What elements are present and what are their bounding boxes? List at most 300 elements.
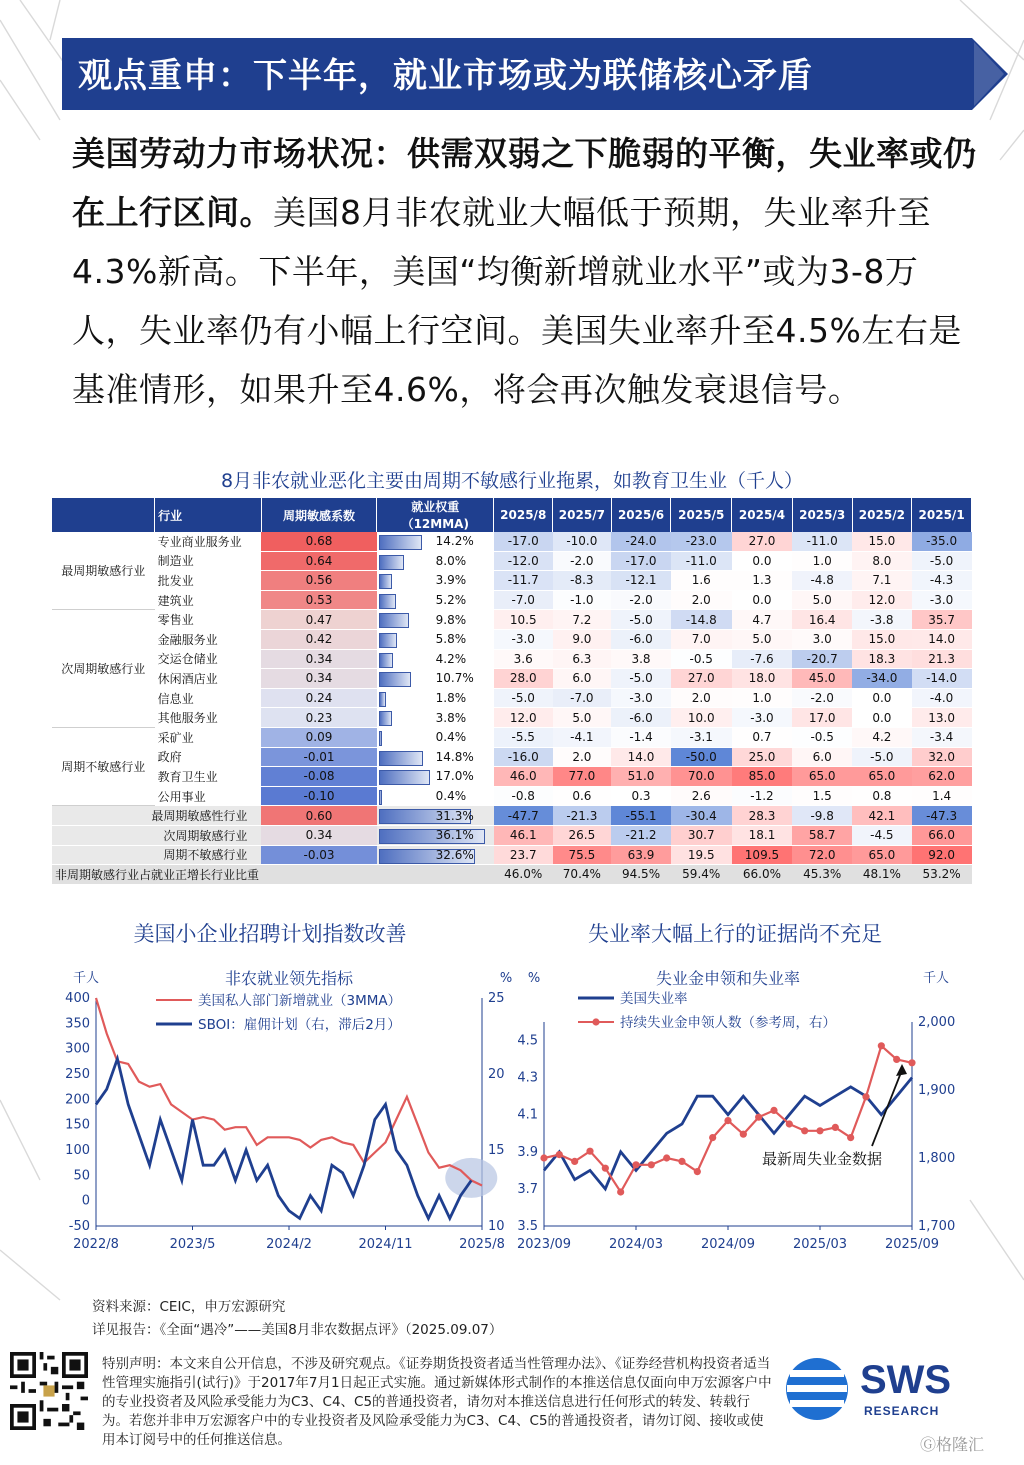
report-reference: 详见报告：《全面“遇冷”——美国8月非农数据点评》（2025.09.07）: [92, 1322, 503, 1338]
value-cell: -0.5: [671, 649, 732, 669]
y2-tick-label: 2,000: [918, 1015, 956, 1030]
series-point: [540, 1154, 547, 1161]
footer-row: [52, 865, 972, 885]
value-cell: -21.2: [611, 825, 671, 845]
coef-cell: 0.68: [261, 532, 376, 551]
x-tick-label: 2025/03: [792, 1237, 848, 1252]
industry-name: 非周期敏感行业占就业正增长行业比重: [52, 865, 261, 885]
industry-name: 零售业: [155, 610, 262, 630]
x-tick-label: 2022/8: [73, 1237, 119, 1252]
y-tick-label: 3.5: [517, 1219, 538, 1234]
weight-value: 0.4%: [435, 789, 467, 804]
value-cell: 51.0: [611, 767, 671, 787]
qr-code[interactable]: [10, 1352, 88, 1430]
table-row: [52, 590, 972, 610]
value-cell: -11.0: [671, 551, 732, 571]
series-point: [648, 1161, 655, 1168]
value-cell: 109.5: [732, 845, 793, 865]
value-cell: 85.0: [732, 767, 793, 787]
value-cell: -47.3: [912, 806, 972, 826]
sws-logo-text: SWS: [860, 1358, 952, 1402]
value-cell: 27.0: [732, 532, 793, 551]
table-row: [52, 551, 972, 571]
table-row: [52, 532, 972, 551]
value-cell: 70.4%: [553, 865, 612, 885]
value-cell: -5.5: [494, 727, 553, 747]
value-cell: 5.0: [732, 629, 793, 649]
value-cell: 0.6: [553, 786, 612, 806]
weight-cell: [377, 747, 494, 767]
value-cell: -21.3: [553, 806, 612, 826]
value-cell: 21.3: [912, 649, 972, 669]
value-cell: -3.1: [671, 727, 732, 747]
annotation-arrowhead: [896, 1064, 907, 1076]
coef-cell: 0.64: [261, 551, 376, 571]
value-cell: -1.2: [732, 786, 793, 806]
value-cell: 4.2: [852, 727, 912, 747]
sws-logo: [782, 1356, 992, 1422]
summary-body: 美国8月非农就业大幅低于预期，失业率升至4.3%新高。下半年，美国“均衡新增就业水平”或为3-8万人，失业率仍有小幅上行空间。美国失业率升至4.5%左右是基准情形，如果升至4.6%，将会再次触发衰退信号。: [72, 193, 962, 409]
watermark-text: 格隆汇: [936, 1435, 985, 1454]
value-cell: 1.4: [912, 786, 972, 806]
left-unit: 千人: [72, 971, 100, 986]
industry-name: 批发业: [155, 571, 262, 591]
value-cell: -7.6: [732, 649, 793, 669]
legend-marker: [592, 1018, 599, 1025]
summary-bold-lead: 美国劳动力市场状况：供需双弱之下脆弱的平衡，失业率或仍在上行区间。: [72, 134, 977, 232]
value-cell: 0.8: [852, 786, 912, 806]
value-cell: 15.0: [852, 629, 912, 649]
value-cell: 66.0: [912, 825, 972, 845]
value-cell: -0.5: [792, 727, 852, 747]
value-cell: 2.6: [671, 786, 732, 806]
value-cell: 63.9: [611, 845, 671, 865]
left-unit: %: [527, 971, 541, 986]
value-cell: 46.0%: [494, 865, 553, 885]
value-cell: 59.4%: [671, 865, 732, 885]
x-tick-label: 2023/09: [516, 1237, 572, 1252]
chart-hiring-plans: [50, 960, 520, 1260]
value-cell: 3.6: [494, 649, 553, 669]
series-point: [724, 1117, 731, 1124]
weight-value: 3.9%: [435, 573, 467, 588]
value-cell: -4.5: [852, 825, 912, 845]
industry-name: 周期不敏感行业: [52, 845, 261, 865]
series-point: [602, 1165, 609, 1172]
value-cell: -5.0: [912, 551, 972, 571]
coef-cell: 0.56: [261, 571, 376, 591]
series-point: [586, 1148, 593, 1155]
chart-subtitle: 失业金申领和失业率: [655, 969, 801, 988]
weight-cell: [377, 610, 494, 630]
value-cell: 23.7: [494, 845, 553, 865]
value-cell: 0.0: [732, 551, 793, 571]
chart-unemployment: [500, 960, 970, 1260]
coef-cell: 0.09: [261, 727, 376, 747]
value-cell: 77.0: [553, 767, 612, 787]
coef-cell: 0.47: [261, 610, 376, 630]
weight-cell: [377, 708, 494, 728]
value-cell: 16.4: [792, 610, 852, 630]
source-note: [92, 1296, 502, 1342]
value-cell: -3.0: [912, 590, 972, 610]
page-title: 观点重申：下半年，就业市场或为联储核心矛盾: [78, 56, 813, 96]
x-tick-label: 2024/11: [358, 1237, 413, 1252]
table-row: [52, 786, 972, 806]
value-cell: 10.5: [494, 610, 553, 630]
value-cell: 46.0: [494, 767, 553, 787]
value-cell: 1.5: [792, 786, 852, 806]
series-line-0: [544, 1078, 912, 1189]
value-cell: 35.7: [912, 610, 972, 630]
value-cell: 6.0: [553, 669, 612, 689]
weight-value: 10.7%: [435, 671, 474, 686]
sws-logo-subtext: RESEARCH: [864, 1404, 940, 1418]
industry-name: 采矿业: [155, 727, 262, 747]
header-month: 2025/8: [494, 498, 553, 532]
y-tick-label: -50: [68, 1219, 90, 1234]
weight-cell: [377, 688, 494, 708]
series-point: [617, 1188, 624, 1195]
coef-cell: 0.34: [261, 825, 376, 845]
industry-name: 公用事业: [155, 786, 262, 806]
right-unit: %: [499, 971, 513, 986]
series-point: [632, 1161, 639, 1168]
coef-cell: 0.53: [261, 590, 376, 610]
weight-cell: [377, 786, 494, 806]
value-cell: 94.5%: [611, 865, 671, 885]
value-cell: -47.7: [494, 806, 553, 826]
value-cell: 25.0: [732, 747, 793, 767]
value-cell: 2.0: [671, 688, 732, 708]
y2-tick-label: 25: [488, 991, 505, 1006]
weight-cell: [377, 669, 494, 689]
legend-label: 美国失业率: [620, 991, 688, 1007]
table-row: [52, 747, 972, 767]
value-cell: 0.0: [852, 708, 912, 728]
watermark-icon: Ⓖ: [920, 1435, 937, 1454]
header-month: 2025/3: [792, 498, 852, 532]
legend-label: 美国私人部门新增就业（3MMA）: [198, 993, 402, 1009]
coef-cell: -0.01: [261, 747, 376, 767]
series-point: [786, 1120, 793, 1127]
weight-cell: [377, 825, 494, 845]
value-cell: 3.8: [611, 649, 671, 669]
y-tick-label: 3.9: [517, 1144, 538, 1160]
y2-tick-label: 1,900: [918, 1083, 956, 1098]
table-row: [52, 727, 972, 747]
header-month: 2025/2: [852, 498, 912, 532]
weight-cell: [377, 727, 494, 747]
coef-cell: 0.24: [261, 688, 376, 708]
series-point: [847, 1134, 854, 1141]
value-cell: -34.0: [852, 669, 912, 689]
summary-row: [52, 845, 972, 865]
value-cell: -7.0: [553, 688, 612, 708]
y-tick-label: 50: [73, 1168, 90, 1184]
value-cell: 17.0: [792, 708, 852, 728]
header-blank: [52, 498, 155, 532]
value-cell: 53.2%: [912, 865, 972, 885]
value-cell: -3.4: [912, 727, 972, 747]
value-cell: -10.0: [553, 532, 612, 551]
value-cell: 0.0: [852, 688, 912, 708]
value-cell: 45.0: [792, 669, 852, 689]
table-header-row: [52, 498, 972, 532]
summary-paragraph: [72, 124, 982, 419]
watermark: [920, 1432, 984, 1455]
series-point: [832, 1124, 839, 1131]
coef-cell: 0.60: [261, 806, 376, 826]
weight-cell: [377, 845, 494, 865]
weight-cell: [377, 590, 494, 610]
value-cell: 0.3: [611, 786, 671, 806]
value-cell: -3.0: [494, 629, 553, 649]
value-cell: 7.1: [852, 571, 912, 591]
series-point: [740, 1131, 747, 1138]
value-cell: -2.0: [553, 551, 612, 571]
source-line: 资料来源：CEIC，申万宏源研究: [92, 1299, 286, 1315]
value-cell: -6.0: [611, 708, 671, 728]
value-cell: 2.0: [553, 747, 612, 767]
table-row: [52, 669, 972, 689]
value-cell: -4.8: [792, 571, 852, 591]
value-cell: -4.1: [553, 727, 612, 747]
industry-name: 交运仓储业: [155, 649, 262, 669]
table-row: [52, 708, 972, 728]
value-cell: 30.7: [671, 825, 732, 845]
industry-table: [52, 498, 972, 885]
header-industry: 行业: [155, 498, 262, 532]
value-cell: 65.0: [852, 767, 912, 787]
weight-cell: [377, 629, 494, 649]
weight-cell: [377, 806, 494, 826]
value-cell: 32.0: [912, 747, 972, 767]
weight-value: 14.8%: [435, 749, 474, 764]
series-point: [893, 1056, 900, 1063]
value-cell: 27.0: [671, 669, 732, 689]
weight-value: 9.8%: [435, 612, 467, 627]
header-month: 2025/4: [732, 498, 793, 532]
series-line-1: [96, 1059, 471, 1219]
value-cell: 45.3%: [792, 865, 852, 885]
value-cell: 1.6: [671, 571, 732, 591]
value-cell: 8.0: [852, 551, 912, 571]
value-cell: 1.0: [732, 688, 793, 708]
series-point: [878, 1042, 885, 1049]
industry-name: 专业商业服务业: [155, 532, 262, 551]
value-cell: -50.0: [671, 747, 732, 767]
weight-cell: [377, 649, 494, 669]
weight-value: 3.8%: [435, 710, 467, 725]
value-cell: 14.0: [611, 747, 671, 767]
value-cell: -4.3: [912, 571, 972, 591]
chart1-title: 美国小企业招聘计划指数改善: [133, 922, 407, 946]
header-month: 2025/6: [611, 498, 671, 532]
series-point: [678, 1158, 685, 1165]
header-month: 2025/1: [912, 498, 972, 532]
value-cell: -1.4: [611, 727, 671, 747]
group-label: 次周期敏感行业: [52, 610, 155, 728]
value-cell: -23.0: [671, 532, 732, 551]
series-point: [862, 1093, 869, 1100]
value-cell: 18.1: [732, 825, 793, 845]
weight-value: 36.1%: [435, 828, 474, 843]
value-cell: 5.0: [553, 708, 612, 728]
x-tick-label: 2025/09: [884, 1237, 940, 1252]
value-cell: 6.3: [553, 649, 612, 669]
value-cell: -7.0: [494, 590, 553, 610]
value-cell: -9.8: [792, 806, 852, 826]
table-row: [52, 571, 972, 591]
value-cell: -5.0: [611, 669, 671, 689]
series-point: [816, 1127, 823, 1134]
weight-value: 32.6%: [435, 847, 474, 862]
value-cell: 62.0: [912, 767, 972, 787]
right-unit: 千人: [922, 971, 950, 986]
value-cell: -11.7: [494, 571, 553, 591]
annotation-text: 最新周失业金数据: [761, 1150, 883, 1168]
value-cell: -6.0: [611, 629, 671, 649]
industry-name: 休闲酒店业: [155, 669, 262, 689]
industry-name: 最周期敏感性行业: [52, 806, 261, 826]
value-cell: 1.0: [792, 551, 852, 571]
y-tick-label: 3.7: [517, 1181, 538, 1197]
table-row: [52, 629, 972, 649]
y-tick-label: 300: [65, 1041, 90, 1057]
coef-cell: 0.34: [261, 669, 376, 689]
value-cell: 9.0: [553, 629, 612, 649]
coef-cell: -0.08: [261, 767, 376, 787]
y2-tick-label: 1,700: [918, 1219, 956, 1234]
weight-value: 8.0%: [435, 553, 467, 568]
value-cell: 2.0: [671, 590, 732, 610]
value-cell: 6.0: [792, 747, 852, 767]
value-cell: 7.2: [553, 610, 612, 630]
coef-cell: 0.34: [261, 649, 376, 669]
value-cell: -3.8: [852, 610, 912, 630]
industry-name: 信息业: [155, 688, 262, 708]
value-cell: -17.0: [494, 532, 553, 551]
value-cell: 10.0: [671, 708, 732, 728]
value-cell: 4.7: [732, 610, 793, 630]
weight-cell: [377, 767, 494, 787]
weight-cell: [377, 532, 494, 551]
legend-label: 持续失业金申领人数（参考周，右）: [620, 1015, 836, 1031]
industry-name: 金融服务业: [155, 629, 262, 649]
summary-row: [52, 806, 972, 826]
series-point: [755, 1114, 762, 1121]
weight-cell: [377, 551, 494, 571]
y-tick-label: 4.1: [517, 1107, 538, 1123]
y2-tick-label: 15: [488, 1143, 505, 1158]
series-point: [694, 1168, 701, 1175]
value-cell: 0.0: [732, 590, 793, 610]
industry-name: 教育卫生业: [155, 767, 262, 787]
value-cell: 72.0: [792, 845, 852, 865]
industry-name: 次周期敏感行业: [52, 825, 261, 845]
value-cell: 0.7: [732, 727, 793, 747]
table-row: [52, 688, 972, 708]
legend-label: SBOI：雇佣计划（右，滞后2月）: [198, 1017, 401, 1033]
value-cell: 28.3: [732, 806, 793, 826]
header-coef: 周期敏感系数: [261, 498, 376, 532]
value-cell: 75.5: [553, 845, 612, 865]
series-point: [663, 1154, 670, 1161]
y-tick-label: 4.3: [517, 1070, 538, 1086]
value-cell: 12.0: [494, 708, 553, 728]
value-cell: -55.1: [611, 806, 671, 826]
value-cell: 3.0: [792, 629, 852, 649]
series-point: [770, 1107, 777, 1114]
value-cell: -14.0: [912, 669, 972, 689]
weight-value: 5.8%: [435, 632, 467, 647]
industry-name: 制造业: [155, 551, 262, 571]
value-cell: -35.0: [912, 532, 972, 551]
table-row: [52, 767, 972, 787]
value-cell: 66.0%: [732, 865, 793, 885]
y2-tick-label: 20: [488, 1067, 505, 1082]
value-cell: 42.1: [852, 806, 912, 826]
value-cell: 26.5: [553, 825, 612, 845]
group-label: 最周期敏感行业: [52, 532, 155, 610]
weight-value: 1.8%: [435, 691, 467, 706]
value-cell: -1.0: [553, 590, 612, 610]
table-title: 8月非农就业恶化主要由周期不敏感行业拖累，如教育卫生业（千人）: [220, 470, 804, 492]
y-tick-label: 4.5: [517, 1033, 538, 1049]
y-tick-label: 150: [65, 1117, 90, 1133]
weight-value: 14.2%: [435, 534, 474, 549]
header-month: 2025/7: [553, 498, 612, 532]
value-cell: 58.7: [792, 825, 852, 845]
value-cell: -5.0: [852, 747, 912, 767]
y-tick-label: 100: [65, 1143, 90, 1158]
weight-value: 5.2%: [435, 593, 467, 608]
value-cell: -8.3: [553, 571, 612, 591]
value-cell: -5.0: [494, 688, 553, 708]
series-point: [556, 1151, 563, 1158]
value-cell: -4.0: [912, 688, 972, 708]
weight-value: 0.4%: [435, 730, 467, 745]
title-banner: [62, 38, 1008, 110]
value-cell: 28.0: [494, 669, 553, 689]
weight-value: 4.2%: [435, 651, 467, 666]
blank-cell: [377, 865, 494, 885]
value-cell: -0.8: [494, 786, 553, 806]
value-cell: -20.7: [792, 649, 852, 669]
value-cell: -11.0: [792, 532, 852, 551]
value-cell: -3.0: [732, 708, 793, 728]
disclaimer: 特别声明：本文来自公开信息，不涉及研究观点。《证券期货投资者适当性管理办法》、《证券经营机构投资者适当性管理实施指引(试行)》于2017年7月1日起正式实施。通过新媒体形式制作的本推送信息仅面向申万宏源客户中的专业投资者及风险承受能力为C3、C4、C5的普通投资者，请勿对本推送信息进行任何形式的转发、转载行为。若您并非申万宏源客户中的专业投资者及风险承受能力为C3、C4、C5的普通投资者，请勿订阅、接收或使用本订阅号中的任何推送信息。: [102, 1356, 772, 1448]
series-point: [801, 1127, 808, 1134]
value-cell: -12.0: [494, 551, 553, 571]
value-cell: 92.0: [912, 845, 972, 865]
series-point: [908, 1059, 915, 1066]
value-cell: 46.1: [494, 825, 553, 845]
coef-cell: -0.03: [261, 845, 376, 865]
x-tick-label: 2025/8: [459, 1237, 505, 1252]
sws-logo-mark: [782, 1356, 852, 1422]
value-cell: 13.0: [912, 708, 972, 728]
series-point: [571, 1158, 578, 1165]
value-cell: -14.8: [671, 610, 732, 630]
value-cell: -12.1: [611, 571, 671, 591]
value-cell: 48.1%: [852, 865, 912, 885]
y-tick-label: 400: [65, 991, 90, 1006]
value-cell: 19.5: [671, 845, 732, 865]
header-weight: 就业权重（12MMA): [377, 498, 494, 532]
industry-name: 建筑业: [155, 590, 262, 610]
